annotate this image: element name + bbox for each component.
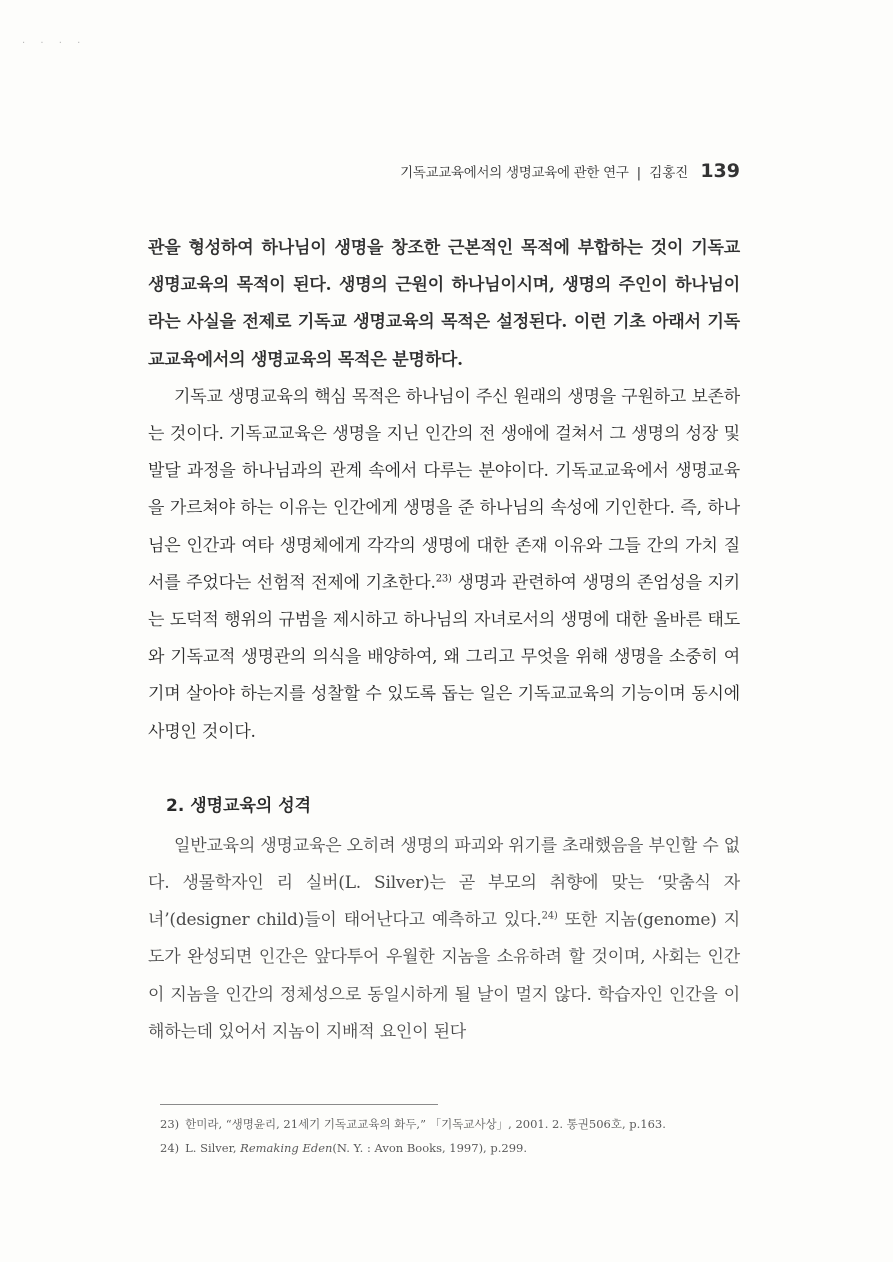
paragraph-3-text-a: 일반교육의 생명교육은 오히려 생명의 파괴와 위기를 초래했음을 부인할 수 없다. 생물학자인 리 실버(L. Silver)는 곧 부모의 취향에 맞는 ‘맞춤식 자녀’(designer child)들이 태어난다고 예측하고 있다. bbox=[148, 835, 740, 931]
running-header-author: 김홍진 bbox=[649, 165, 689, 181]
paragraph-1: 관을 형성하여 하나님이 생명을 창조한 근본적인 목적에 부합하는 것이 기독교 생명교육의 목적이 된다. 생명의 근원이 하나님이시며, 생명의 주인이 하나님이라는 사실을 전제로 기독교 생명교육의 목적은 설정된다. 이런 기초 아래서 기독교교육에서의 생명교육의 목적은 분명하다. bbox=[148, 238, 740, 370]
footnote-23 bbox=[160, 1114, 740, 1134]
scan-marks: · · · · bbox=[22, 38, 87, 49]
footnote-24-title: Remaking Eden bbox=[240, 1141, 333, 1155]
page-number: 139 bbox=[700, 160, 740, 182]
footnote-ref-24: 24) bbox=[541, 910, 558, 922]
running-header-separator: | bbox=[636, 165, 642, 181]
footnote-23-number: 23) bbox=[160, 1117, 180, 1131]
paragraph-2 bbox=[148, 379, 740, 751]
footnote-23-text: 한미라, “생명윤리, 21세기 기독교교육의 화두,” 「기독교사상」, 2001. 2. 통권506호, p.163. bbox=[185, 1117, 666, 1131]
section-heading: 2. 생명교육의 성격 bbox=[166, 795, 312, 816]
paragraph-3 bbox=[148, 828, 740, 1051]
running-header bbox=[360, 160, 740, 182]
footnote-divider bbox=[160, 1104, 438, 1105]
paragraph-2-text-a: 기독교 생명교육의 핵심 목적은 하나님이 주신 원래의 생명을 구원하고 보존하는 것이다. 기독교교육은 생명을 지닌 인간의 전 생애에 걸쳐서 그 생명의 성장 및 발달 과정을 하나님과의 관계 속에서 다루는 분야이다. 기독교교육에서 생명교육을 가르쳐야 하는 이유는 인간에게 생명을 준 하나님의 속성에 기인한다. 즉, 하나님은 인간과 여타 생명체에게 각각의 생명에 대한 존재 이유와 그들 간의 가치 질서를 주었다는 선험적 전제에 기초한다. bbox=[148, 386, 740, 593]
paragraph-2-text-b: 생명과 관련하여 생명의 존엄성을 지키는 도덕적 행위의 규범을 제시하고 하나님의 자녀로서의 생명에 대한 올바른 태도와 기독교적 생명관의 의식을 배양하여, 왜 그리고 무엇을 위해 생명을 소중히 여기며 살아야 하는지를 성찰할 수 있도록 돕는 일은 기독교교육의 기능이며 동시에 사명인 것이다. bbox=[148, 572, 740, 742]
footnote-24-rest: (N. Y. : Avon Books, 1997), p.299. bbox=[332, 1141, 527, 1155]
footnote-24 bbox=[160, 1138, 740, 1158]
running-header-title: 기독교교육에서의 생명교육에 관한 연구 bbox=[400, 165, 629, 181]
footnote-24-number: 24) bbox=[160, 1141, 180, 1155]
paragraph-3-text-b: 또한 지놈(genome) 지도가 완성되면 인간은 앞다투어 우월한 지놈을 소유하려 할 것이며, 사회는 인간이 지놈을 인간의 정체성으로 동일시하게 될 날이 멀지 않다. 학습자인 인간을 이해하는데 있어서 지놈이 지배적 요인이 된다 bbox=[148, 910, 740, 1042]
footnote-24-author: L. Silver, bbox=[185, 1141, 241, 1155]
footnote-ref-23: 23) bbox=[435, 573, 452, 585]
body-text bbox=[148, 230, 740, 1051]
footnotes bbox=[160, 1114, 740, 1162]
